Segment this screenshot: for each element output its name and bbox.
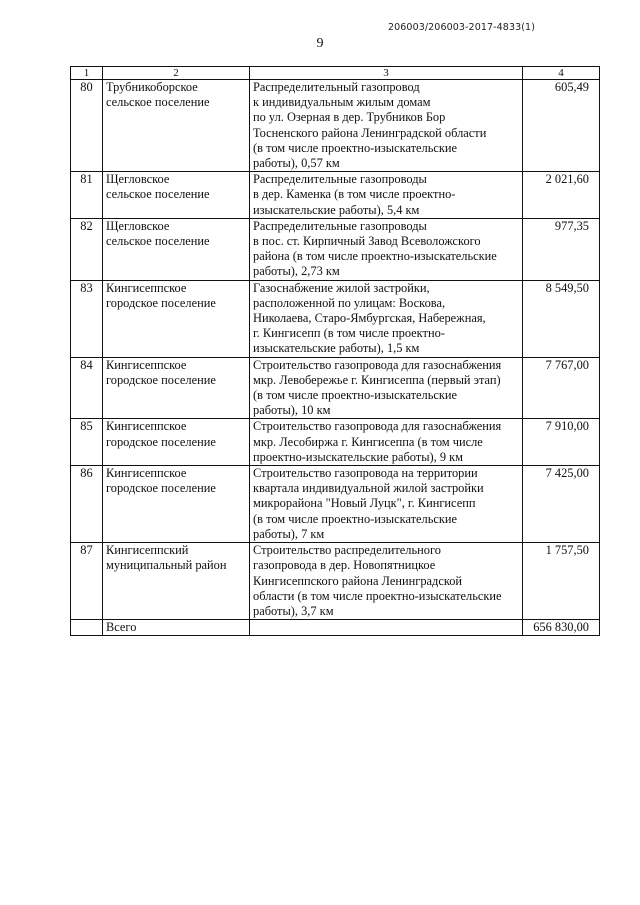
table-row (71, 357, 600, 419)
description-line: Тосненского района Ленинградской области (253, 125, 487, 140)
description-line: по ул. Озерная в дер. Трубников Бор (253, 110, 446, 125)
description-line: Распределительный газопровод (253, 80, 420, 94)
amount-cell: 605,49 (523, 80, 600, 172)
description-line: в дер. Каменка (в том числе проектно- (253, 187, 456, 202)
municipality-line: Щегловское (106, 218, 170, 233)
description-line: изыскательские работы), 5,4 км (253, 202, 420, 217)
description-line: области (в том числе проектно-изыскательские (253, 588, 502, 603)
description-line: изыскательские работы), 1,5 км (253, 341, 420, 356)
description-line: Николаева, Старо-Ямбургская, Набережная, (253, 311, 486, 326)
description-cell (250, 419, 523, 466)
description-line: Распределительные газопроводы (253, 172, 427, 187)
header-cell: 3 (250, 67, 523, 80)
total-amount: 656 830,00 (523, 620, 600, 636)
description-line: Строительство газопровода для газоснабжения (253, 419, 502, 434)
table-row (71, 419, 600, 466)
table-row (71, 280, 600, 357)
description-line: Распределительные газопроводы (253, 218, 427, 233)
municipality-line: сельское поселение (106, 187, 210, 202)
description-line: квартала индивидуальной жилой застройки (253, 481, 484, 496)
description-line: района (в том числе проектно-изыскательские (253, 249, 497, 264)
description-line: расположенной по улицам: Воскова, (253, 295, 446, 310)
description-line: проектно-изыскательские работы), 9 км (253, 449, 463, 464)
municipality-cell (103, 466, 250, 543)
municipality-line: Кингисеппское (106, 466, 187, 481)
description-line: (в том числе проектно-изыскательские (253, 388, 458, 403)
amount-cell: 7 767,00 (523, 357, 600, 419)
amount-cell: 1 757,50 (523, 543, 600, 620)
total-row (71, 620, 600, 636)
municipality-cell (103, 357, 250, 419)
description-line: г. Кингисепп (в том числе проектно- (253, 326, 445, 341)
municipality-line: Трубникоборское (106, 80, 198, 94)
page-number: 9 (316, 36, 324, 51)
total-label: Всего (103, 620, 250, 636)
description-cell (250, 357, 523, 419)
municipality-cell (103, 280, 250, 357)
municipality-line: Кингисеппское (106, 357, 187, 372)
description-line: работы), 3,7 км (253, 603, 334, 618)
description-line: мкр. Лесобиржа г. Кингисеппа (в том числе (253, 434, 483, 449)
row-number: 83 (71, 280, 103, 357)
description-line: газопровода в дер. Новопятницкое (253, 558, 436, 573)
description-line: мкр. Левобережье г. Кингисеппа (первый этап) (253, 372, 501, 387)
municipality-line: Кингисеппское (106, 280, 187, 295)
description-cell (250, 466, 523, 543)
description-cell (250, 172, 523, 219)
description-line: работы), 2,73 км (253, 264, 340, 279)
row-number: 84 (71, 357, 103, 419)
description-line: работы), 7 км (253, 526, 325, 541)
total-empty-cell (250, 620, 523, 636)
table-header-row (71, 67, 600, 80)
description-line: Строительство газопровода для газоснабжения (253, 357, 502, 372)
amount-cell: 977,35 (523, 218, 600, 280)
description-line: работы), 10 км (253, 403, 331, 418)
row-number: 86 (71, 466, 103, 543)
total-empty-cell (71, 620, 103, 636)
header-cell: 2 (103, 67, 250, 80)
municipality-line: городское поселение (106, 481, 216, 496)
row-number: 80 (71, 80, 103, 172)
description-line: Строительство газопровода на территории (253, 466, 478, 481)
row-number: 85 (71, 419, 103, 466)
description-line: работы), 0,57 км (253, 156, 340, 171)
municipality-line: Кингисеппский (106, 543, 189, 558)
municipality-cell (103, 172, 250, 219)
description-cell (250, 218, 523, 280)
header-cell: 4 (523, 67, 600, 80)
table-row (71, 543, 600, 620)
municipality-cell (103, 80, 250, 172)
municipality-cell (103, 218, 250, 280)
description-cell (250, 80, 523, 172)
table-row (71, 218, 600, 280)
table-row (71, 466, 600, 543)
description-line: в пос. ст. Кирпичный Завод Всеволожского (253, 234, 481, 249)
amount-cell: 2 021,60 (523, 172, 600, 219)
description-cell (250, 543, 523, 620)
municipality-line: городское поселение (106, 295, 216, 310)
description-line: (в том числе проектно-изыскательские (253, 140, 458, 155)
municipality-cell (103, 543, 250, 620)
description-line: Газоснабжение жилой застройки, (253, 280, 430, 295)
municipality-line: Кингисеппское (106, 419, 187, 434)
amount-cell: 7 425,00 (523, 466, 600, 543)
row-number: 87 (71, 543, 103, 620)
municipality-line: городское поселение (106, 434, 216, 449)
municipality-line: сельское поселение (106, 95, 210, 110)
header-cell: 1 (71, 67, 103, 80)
municipality-line: сельское поселение (106, 234, 210, 249)
row-number: 81 (71, 172, 103, 219)
row-number: 82 (71, 218, 103, 280)
amount-cell: 7 910,00 (523, 419, 600, 466)
description-line: Строительство распределительного (253, 543, 441, 558)
description-line: (в том числе проектно-изыскательские (253, 511, 458, 526)
table-row (71, 80, 600, 172)
table-row (71, 172, 600, 219)
description-line: микрорайона "Новый Луцк", г. Кингисепп (253, 496, 476, 511)
description-line: к индивидуальным жилым домам (253, 95, 431, 110)
amount-cell: 8 549,50 (523, 280, 600, 357)
municipality-line: муниципальный район (106, 558, 227, 573)
allocation-table (70, 66, 600, 636)
municipality-line: Щегловское (106, 172, 170, 187)
description-line: Кингисеппского района Ленинградской (253, 573, 463, 588)
municipality-cell (103, 419, 250, 466)
municipality-line: городское поселение (106, 372, 216, 387)
description-cell (250, 280, 523, 357)
document-id: 206003/206003-2017-4833(1) (388, 22, 535, 33)
